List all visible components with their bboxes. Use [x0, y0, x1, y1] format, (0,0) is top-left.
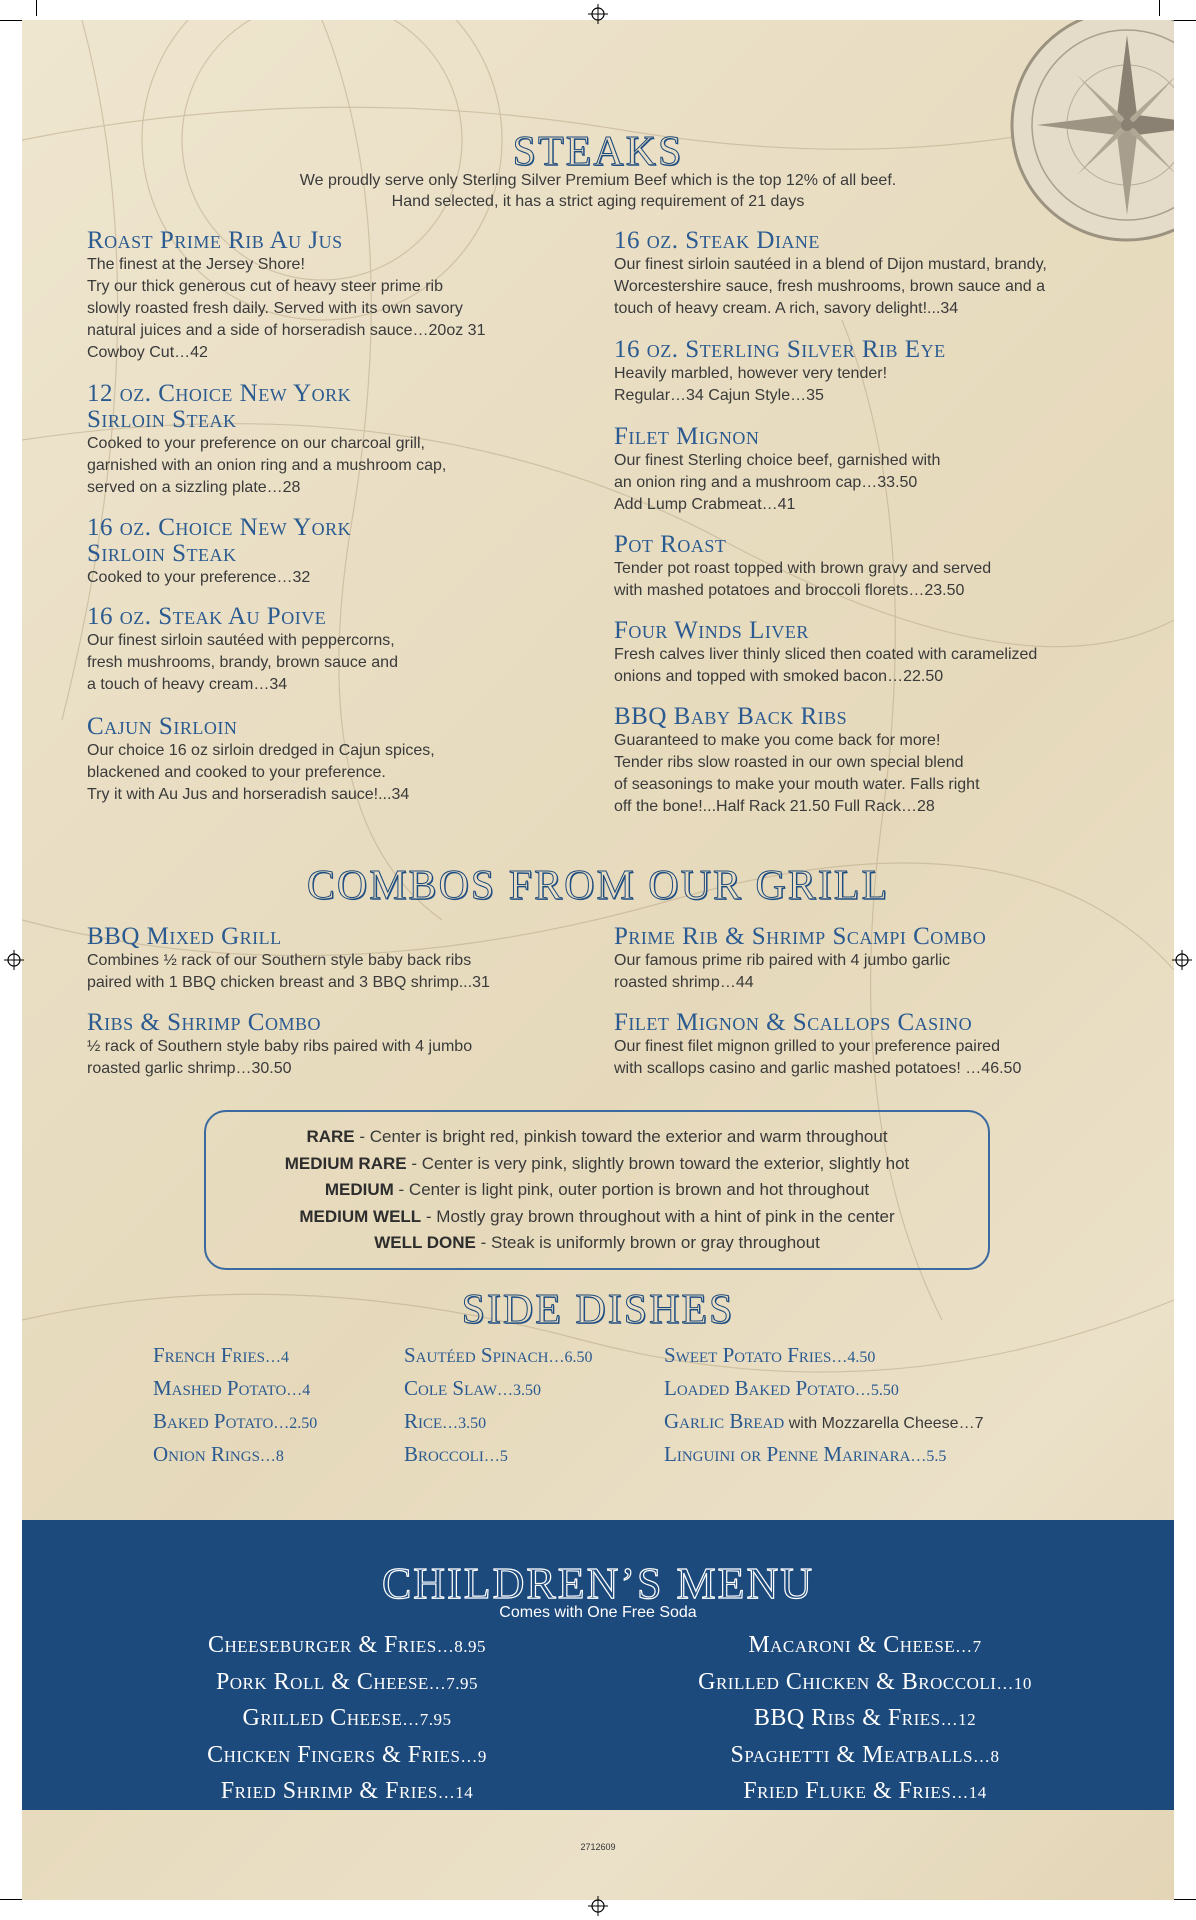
doneness-row: MEDIUM WELL - Mostly gray brown throughout with a hint of pink in the center: [299, 1206, 895, 1226]
side-item: Cole Slaw…3.50: [404, 1376, 542, 1400]
item-title: Ribs & Shrimp Combo: [87, 1009, 321, 1036]
side-item: Linguini or Penne Marinara…5.5: [664, 1442, 947, 1466]
menu-item-ribs-shrimp-combo: [87, 1010, 587, 1080]
kids-item: Macaroni & Cheese…7: [748, 1632, 982, 1658]
registration-mark-icon: [588, 1896, 608, 1916]
steaks-intro-line-1: We proudly serve only Sterling Silver Premium Beef which is the top 12% of all beef.: [299, 172, 897, 189]
doneness-row: MEDIUM RARE - Center is very pink, slightly brown toward the exterior, slightly hot: [284, 1153, 910, 1173]
side-item: French Fries…4: [153, 1343, 289, 1367]
menu-item-bbq-mixed-grill: [87, 924, 587, 994]
doneness-row: MEDIUM - Center is light pink, outer portion is brown and hot throughout: [324, 1180, 870, 1199]
print-code: 2712609: [580, 1842, 616, 1852]
menu-item-prime-rib-shrimp-scampi: [614, 924, 1154, 994]
item-description: Our finest filet mignon grilled to your preference paired with scallops casino and garlic mashed potatoes! …46.50: [614, 1038, 1022, 1077]
doneness-row: WELL DONE - Steak is uniformly brown or gray throughout: [374, 1233, 820, 1252]
side-item: Sautéed Spinach…6.50: [404, 1343, 593, 1367]
item-description: Tender pot roast topped with brown gravy and served with mashed potatoes and broccoli florets…23.50: [614, 560, 992, 599]
childrens-menu-subtitle: Comes with One Free Soda: [499, 1604, 697, 1621]
side-item: Broccoli…5: [404, 1442, 508, 1466]
kids-item: Chicken Fingers & Fries…9: [207, 1741, 487, 1768]
crop-mark: [0, 1899, 22, 1900]
side-dishes-heading: SIDE DISHES: [461, 1287, 735, 1333]
item-description: ½ rack of Southern style baby ribs paired with 4 jumbo roasted garlic shrimp…30.50: [87, 1038, 473, 1077]
sides-column-2: [404, 1340, 592, 1472]
childrens-menu-heading: CHILDREN’S MENU: [381, 1559, 815, 1608]
menu-item-filet-mignon: [614, 424, 1114, 516]
item-title: Four Winds Liver: [614, 617, 809, 644]
menu-item-filet-scallops-casino: [614, 1010, 1154, 1080]
kids-item: BBQ Ribs & Fries…12: [753, 1705, 977, 1731]
item-description: Our choice 16 oz sirloin dredged in Cajun spices, blackened and cooked to your preference. Try it with Au Jus and horseradish sauce!...34: [87, 742, 435, 803]
item-title: Filet Mignon: [614, 423, 760, 450]
side-item: Mashed Potato…4: [153, 1376, 311, 1400]
kids-item: Spaghetti & Meatballs…8: [730, 1741, 1000, 1768]
sides-column-1: [153, 1340, 317, 1472]
menu-item-roast-prime-rib: [87, 228, 587, 364]
item-description: Fresh calves liver thinly sliced then coated with caramelized onions and topped with smoked bacon…22.50: [614, 646, 1038, 685]
menu-item-rib-eye: [614, 337, 1154, 407]
side-item: Onion Rings…8: [153, 1442, 284, 1466]
childrens-menu-left-column: [97, 1628, 597, 1811]
menu-page: [22, 20, 1174, 1900]
crop-mark: [1159, 0, 1160, 16]
menu-item-four-winds-liver: [614, 618, 1114, 688]
menu-item-steak-diane: [614, 228, 1154, 320]
combos-heading: COMBOS FROM OUR GRILL: [306, 863, 890, 909]
steaks-intro-line-2: Hand selected, it has a strict aging requirement of 21 days: [391, 193, 805, 210]
item-description: Our famous prime rib paired with 4 jumbo garlic roasted shrimp…44: [614, 952, 951, 991]
kids-item: Fried Shrimp & Fries…14: [220, 1778, 474, 1804]
item-title: 16 oz. Steak Au Poive: [87, 603, 327, 630]
side-item: Baked Potato…2.50: [153, 1409, 318, 1433]
item-title: 16 oz. Choice New York Sirloin Steak: [87, 514, 352, 567]
childrens-menu-panel: [22, 1520, 1174, 1810]
doneness-row: RARE - Center is bright red, pinkish toward the exterior and warm throughout: [306, 1127, 888, 1146]
steaks-heading: STEAKS: [512, 129, 684, 175]
item-description: Our finest Sterling choice beef, garnished with an onion ring and a mushroom cap…33.50 Add Lump Crabmeat…41: [614, 452, 941, 513]
childrens-menu-right-column: [615, 1628, 1115, 1811]
side-item: Garlic Bread with Mozzarella Cheese…7: [664, 1409, 984, 1433]
item-description: Heavily marbled, however very tender! Regular…34 Cajun Style…35: [614, 365, 888, 404]
menu-item-12oz-ny-sirloin: [87, 381, 587, 499]
item-description: Cooked to your preference on our charcoal grill, garnished with an onion ring and a mushroom cap, served on a sizzling plate…28: [87, 435, 447, 496]
sides-column-3: [664, 1340, 983, 1472]
registration-mark-icon: [1172, 950, 1192, 970]
item-description: The finest at the Jersey Shore! Try our thick generous cut of heavy steer prime rib slowly roasted fresh daily. Served with its own savory natural juices and a side of horseradish sauce…20oz 31 Cowboy Cut…42: [87, 256, 486, 361]
crop-mark: [1174, 20, 1196, 21]
kids-item: Fried Fluke & Fries…14: [743, 1778, 987, 1804]
menu-item-cajun-sirloin: [87, 714, 587, 806]
menu-item-steak-au-poive: [87, 604, 587, 696]
item-description: Our finest sirloin sautéed in a blend of Dijon mustard, brandy, Worcestershire sauce, fresh mushrooms, brown sauce and a touch of heavy cream. A rich, savory delight!...34: [614, 256, 1047, 317]
item-title: Filet Mignon & Scallops Casino: [614, 1009, 973, 1036]
menu-item-16oz-ny-sirloin: [87, 515, 587, 589]
side-item: Sweet Potato Fries…4.50: [664, 1343, 876, 1367]
kids-item: Pork Roll & Cheese…7.95: [215, 1668, 479, 1695]
item-title: BBQ Mixed Grill: [87, 923, 282, 950]
item-title: Prime Rib & Shrimp Scampi Combo: [614, 923, 987, 950]
item-title: Pot Roast: [614, 531, 727, 558]
kids-item: Grilled Chicken & Broccoli…10: [698, 1668, 1032, 1695]
crop-mark: [1174, 1899, 1196, 1900]
item-title: 16 oz. Steak Diane: [614, 227, 820, 254]
doneness-guide: [204, 1110, 990, 1270]
side-item: Loaded Baked Potato…5.50: [664, 1376, 899, 1400]
crop-mark: [0, 20, 22, 21]
item-title: Roast Prime Rib Au Jus: [87, 227, 343, 254]
item-description: Cooked to your preference…32: [87, 569, 311, 586]
crop-mark: [36, 0, 37, 16]
item-title: 12 oz. Choice New York Sirloin Steak: [87, 380, 352, 433]
kids-item: Cheeseburger & Fries…8.95: [208, 1632, 486, 1658]
registration-mark-icon: [4, 950, 24, 970]
item-description: Our finest sirloin sautéed with peppercorns, fresh mushrooms, brandy, brown sauce and a touch of heavy cream…34: [87, 632, 398, 693]
item-title: Cajun Sirloin: [87, 713, 238, 740]
kids-item: Grilled Cheese…7.95: [242, 1705, 452, 1731]
menu-item-pot-roast: [614, 532, 1114, 602]
item-title: 16 oz. Sterling Silver Rib Eye: [614, 336, 946, 363]
registration-mark-icon: [588, 4, 608, 24]
menu-item-bbq-baby-back-ribs: [614, 704, 1114, 818]
item-title: BBQ Baby Back Ribs: [614, 703, 848, 730]
item-description: Combines ½ rack of our Southern style baby back ribs paired with 1 BBQ chicken breast and 3 BBQ shrimp...31: [87, 952, 490, 991]
side-item: Rice…3.50: [404, 1409, 487, 1433]
item-description: Guaranteed to make you come back for more! Tender ribs slow roasted in our own special blend of seasonings to make your mouth water. Falls right off the bone!...Half Rack 21.50 Full Rack…28: [614, 732, 980, 815]
